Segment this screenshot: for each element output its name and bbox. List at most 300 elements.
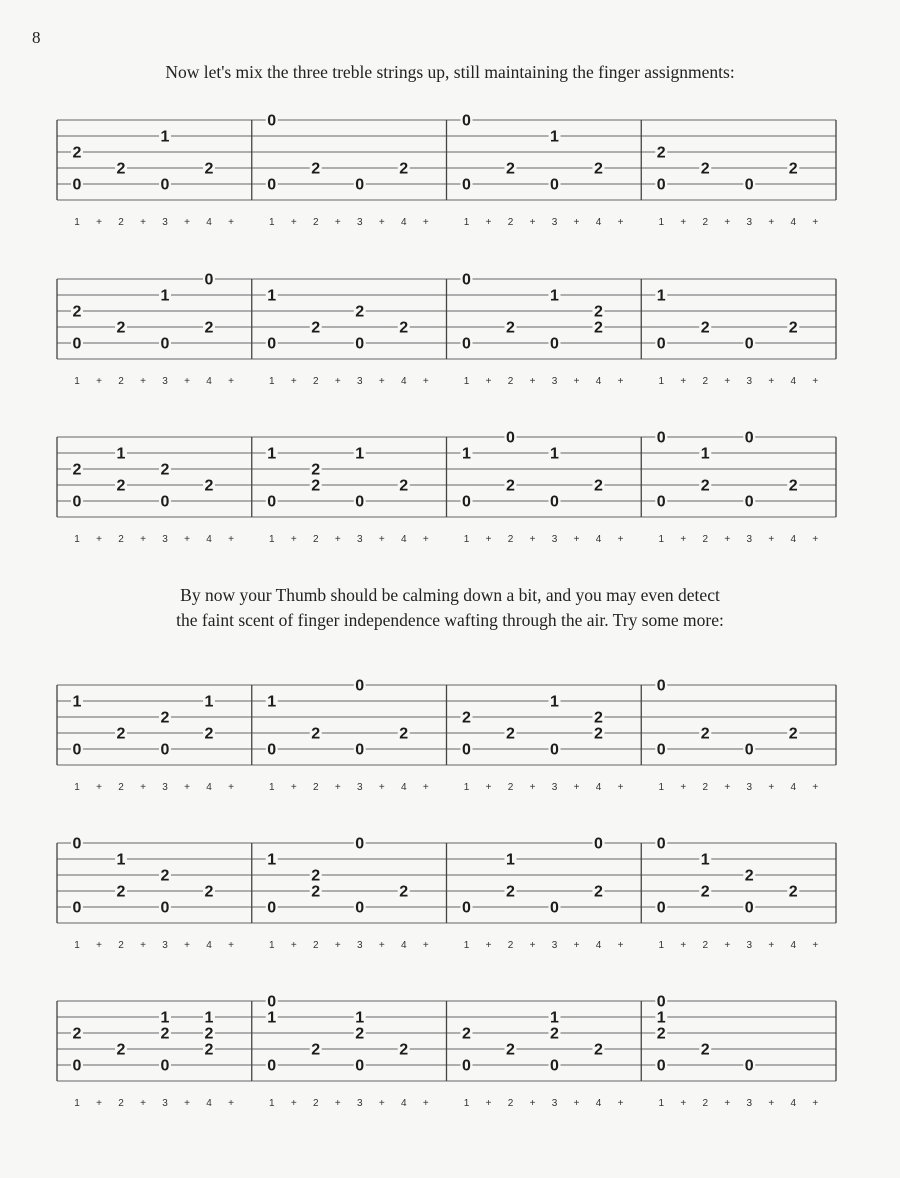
fret-number: 0 xyxy=(72,493,82,511)
beat-count-label: 1 xyxy=(74,217,80,228)
beat-count-label: + xyxy=(529,1098,536,1109)
fret-number: 0 xyxy=(550,1057,559,1075)
fret-number: 0 xyxy=(267,335,277,353)
fret-number: 0 xyxy=(267,176,277,194)
fret-number: 1 xyxy=(656,1009,666,1027)
middle-paragraph xyxy=(0,583,900,633)
beat-count-label: + xyxy=(422,217,429,228)
fret-number: 2 xyxy=(462,1025,471,1043)
beat-count-label: + xyxy=(334,534,341,545)
fret-number: 2 xyxy=(399,725,409,743)
fret-number: 1 xyxy=(160,128,170,146)
fret-number: 1 xyxy=(506,851,515,869)
beat-count-label: 4 xyxy=(206,217,212,228)
fret-number: 0 xyxy=(462,899,471,917)
beat-count-label: + xyxy=(96,376,102,387)
beat-count-label: 1 xyxy=(268,1098,275,1109)
fret-number: 1 xyxy=(550,1009,559,1027)
beat-count-label: 2 xyxy=(702,534,709,545)
beat-count-label: 1 xyxy=(463,1098,470,1109)
beat-count-label: + xyxy=(140,376,146,387)
beat-count-label: + xyxy=(812,376,819,387)
beat-count-label: + xyxy=(573,782,580,793)
beat-count-label: 2 xyxy=(507,1098,514,1109)
beat-count-label: + xyxy=(422,940,429,951)
beat-count-label: + xyxy=(768,534,775,545)
beat-count-label: 3 xyxy=(356,940,363,951)
fret-number: 0 xyxy=(656,493,666,511)
fret-number: 2 xyxy=(700,160,710,178)
fret-number: 0 xyxy=(72,899,82,917)
beat-count-label: 2 xyxy=(507,940,514,951)
beat-count-label: 4 xyxy=(790,534,797,545)
beat-count-label: 2 xyxy=(507,782,514,793)
beat-count-label: 2 xyxy=(312,534,319,545)
fret-number: 0 xyxy=(462,493,471,511)
beat-count-label: + xyxy=(334,376,341,387)
beat-count-label: 2 xyxy=(312,782,319,793)
fret-number: 2 xyxy=(594,883,603,901)
beat-count-label: + xyxy=(812,534,819,545)
fret-number: 1 xyxy=(550,128,559,146)
beat-count-label: + xyxy=(140,940,146,951)
fret-number: 0 xyxy=(72,1057,82,1075)
fret-number: 2 xyxy=(700,883,710,901)
beat-count-label: + xyxy=(617,376,624,387)
fret-number: 1 xyxy=(462,445,471,463)
fret-number: 2 xyxy=(311,725,321,743)
beat-count-label: 1 xyxy=(463,782,470,793)
beat-count-label: + xyxy=(140,534,146,545)
beat-count-label: + xyxy=(485,782,492,793)
beat-count-label: 3 xyxy=(356,1098,363,1109)
fret-number: 2 xyxy=(399,1041,409,1059)
beat-count-label: + xyxy=(334,217,341,228)
beat-count-label: + xyxy=(529,940,536,951)
fret-number: 1 xyxy=(355,445,365,463)
fret-number: 2 xyxy=(204,883,214,901)
beat-count-label: + xyxy=(768,782,775,793)
fret-number: 2 xyxy=(311,1041,321,1059)
fret-number: 2 xyxy=(116,160,126,178)
beat-count-label: + xyxy=(422,376,429,387)
beat-count-label: 3 xyxy=(162,534,168,545)
beat-count-label: 3 xyxy=(551,940,558,951)
beat-count-label: + xyxy=(228,782,234,793)
beat-count-label: + xyxy=(184,376,190,387)
tab-system-1 xyxy=(0,105,900,230)
fret-number: 2 xyxy=(355,1025,365,1043)
fret-number: 2 xyxy=(744,867,754,885)
fret-number: 0 xyxy=(656,176,666,194)
fret-number: 0 xyxy=(204,271,214,289)
fret-number: 1 xyxy=(700,851,710,869)
beat-count-label: + xyxy=(378,1098,385,1109)
beat-count-label: 4 xyxy=(400,534,407,545)
fret-number: 2 xyxy=(506,319,515,337)
fret-number: 2 xyxy=(204,1041,214,1059)
fret-number: 0 xyxy=(550,335,559,353)
beat-count-label: 2 xyxy=(118,534,124,545)
tab-system-5 xyxy=(0,828,900,953)
fret-number: 2 xyxy=(788,725,798,743)
intro-paragraph: Now let's mix the three treble strings up, still maintaining the finger assignments: xyxy=(165,62,735,82)
fret-number: 2 xyxy=(204,477,214,495)
fret-number: 2 xyxy=(72,144,82,162)
beat-count-label: + xyxy=(334,940,341,951)
fret-number: 2 xyxy=(116,725,126,743)
beat-count-label: 4 xyxy=(595,376,602,387)
beat-count-label: 1 xyxy=(268,217,275,228)
fret-number: 0 xyxy=(656,899,666,917)
fret-number: 2 xyxy=(116,477,126,495)
beat-count-label: + xyxy=(485,940,492,951)
fret-number: 0 xyxy=(355,335,365,353)
fret-number: 0 xyxy=(462,1057,471,1075)
beat-count-label: 1 xyxy=(658,782,665,793)
beat-count-label: 4 xyxy=(790,940,797,951)
beat-count-label: 1 xyxy=(463,940,470,951)
fret-number: 0 xyxy=(744,335,754,353)
beat-count-label: + xyxy=(768,376,775,387)
beat-count-label: 2 xyxy=(118,376,124,387)
fret-number: 2 xyxy=(506,1041,515,1059)
fret-number: 2 xyxy=(594,160,603,178)
beat-count-label: 4 xyxy=(400,782,407,793)
fret-number: 2 xyxy=(204,160,214,178)
beat-count-label: 4 xyxy=(595,1098,602,1109)
fret-number: 0 xyxy=(267,899,277,917)
beat-count-label: 3 xyxy=(551,534,558,545)
fret-number: 0 xyxy=(744,1057,754,1075)
beat-count-label: 1 xyxy=(463,534,470,545)
beat-count-label: + xyxy=(140,217,146,228)
fret-number: 0 xyxy=(160,1057,170,1075)
beat-count-label: 2 xyxy=(118,217,124,228)
beat-count-label: + xyxy=(680,940,687,951)
beat-count-label: 1 xyxy=(74,376,80,387)
fret-number: 0 xyxy=(160,335,170,353)
fret-number: 2 xyxy=(160,1025,170,1043)
beat-count-label: 1 xyxy=(658,376,665,387)
fret-number: 0 xyxy=(744,493,754,511)
beat-count-label: 2 xyxy=(702,782,709,793)
beat-count-label: 4 xyxy=(790,217,797,228)
fret-number: 2 xyxy=(700,319,710,337)
fret-number: 0 xyxy=(267,493,277,511)
beat-count-label: 4 xyxy=(595,534,602,545)
fret-number: 2 xyxy=(399,319,409,337)
fret-number: 0 xyxy=(744,741,754,759)
fret-number: 2 xyxy=(160,867,170,885)
beat-count-label: + xyxy=(680,782,687,793)
beat-count-label: + xyxy=(422,1098,429,1109)
fret-number: 0 xyxy=(355,741,365,759)
beat-count-label: + xyxy=(485,1098,492,1109)
beat-count-label: + xyxy=(724,782,731,793)
fret-number: 1 xyxy=(700,445,710,463)
fret-number: 2 xyxy=(311,883,321,901)
beat-count-label: 4 xyxy=(206,1098,212,1109)
fret-number: 0 xyxy=(550,741,559,759)
beat-count-label: 4 xyxy=(790,376,797,387)
beat-count-label: + xyxy=(485,534,492,545)
beat-count-label: 1 xyxy=(463,217,470,228)
fret-number: 0 xyxy=(160,741,170,759)
beat-count-label: + xyxy=(812,1098,819,1109)
beat-count-label: + xyxy=(529,782,536,793)
fret-number: 1 xyxy=(160,287,170,305)
beat-count-label: + xyxy=(96,782,102,793)
beat-count-label: + xyxy=(485,217,492,228)
beat-count-label: + xyxy=(378,534,385,545)
fret-number: 0 xyxy=(160,176,170,194)
tab-system-3 xyxy=(0,422,900,547)
beat-count-label: 2 xyxy=(702,940,709,951)
beat-count-label: 1 xyxy=(658,940,665,951)
fret-number: 0 xyxy=(267,1057,277,1075)
fret-number: 2 xyxy=(700,1041,710,1059)
fret-number: 2 xyxy=(311,319,321,337)
fret-number: 2 xyxy=(788,883,798,901)
beat-count-label: + xyxy=(617,940,624,951)
fret-number: 2 xyxy=(204,319,214,337)
beat-count-label: + xyxy=(290,940,297,951)
beat-count-label: 1 xyxy=(658,217,665,228)
beat-count-label: + xyxy=(617,782,624,793)
beat-count-label: 3 xyxy=(162,217,168,228)
beat-count-label: + xyxy=(617,217,624,228)
fret-number: 2 xyxy=(116,319,126,337)
beat-count-label: 2 xyxy=(702,376,709,387)
beat-count-label: 3 xyxy=(356,782,363,793)
fret-number: 2 xyxy=(594,319,603,337)
middle-paragraph-line-2: the faint scent of finger independence wafting through the air. Try some more: xyxy=(176,610,724,630)
fret-number: 1 xyxy=(267,445,277,463)
fret-number: 2 xyxy=(788,477,798,495)
beat-count-label: 1 xyxy=(658,534,665,545)
beat-count-label: + xyxy=(184,940,190,951)
beat-count-label: + xyxy=(724,1098,731,1109)
beat-count-label: 1 xyxy=(74,534,80,545)
beat-count-label: 1 xyxy=(268,376,275,387)
fret-number: 0 xyxy=(656,429,666,447)
fret-number: 2 xyxy=(160,461,170,479)
beat-count-label: + xyxy=(228,940,234,951)
fret-number: 1 xyxy=(267,851,277,869)
fret-number: 0 xyxy=(594,835,603,853)
fret-number: 0 xyxy=(160,899,170,917)
beat-count-label: 4 xyxy=(206,534,212,545)
beat-count-label: + xyxy=(573,1098,580,1109)
fret-number: 0 xyxy=(267,112,277,130)
middle-paragraph-line-1: By now your Thumb should be calming down a bit, and you may even detect xyxy=(180,585,720,605)
beat-count-label: + xyxy=(529,534,536,545)
beat-count-label: + xyxy=(228,217,234,228)
beat-count-label: + xyxy=(724,534,731,545)
fret-number: 0 xyxy=(160,493,170,511)
fret-number: 0 xyxy=(72,176,82,194)
beat-count-label: 3 xyxy=(356,534,363,545)
fret-number: 1 xyxy=(267,693,277,711)
fret-number: 0 xyxy=(744,176,754,194)
fret-number: 0 xyxy=(72,741,82,759)
fret-number: 2 xyxy=(594,477,603,495)
fret-number: 0 xyxy=(656,993,666,1011)
beat-count-label: + xyxy=(290,376,297,387)
beat-count-label: 2 xyxy=(312,376,319,387)
beat-count-label: 1 xyxy=(74,782,80,793)
fret-number: 2 xyxy=(594,725,603,743)
beat-count-label: + xyxy=(184,782,190,793)
beat-count-label: 3 xyxy=(162,782,168,793)
fret-number: 2 xyxy=(594,1041,603,1059)
fret-number: 0 xyxy=(656,1057,666,1075)
beat-count-label: + xyxy=(96,217,102,228)
fret-number: 2 xyxy=(204,725,214,743)
beat-count-label: 3 xyxy=(746,217,753,228)
beat-count-label: + xyxy=(724,376,731,387)
beat-count-label: + xyxy=(485,376,492,387)
beat-count-label: 3 xyxy=(162,1098,168,1109)
tab-system-6 xyxy=(0,986,900,1111)
fret-number: 0 xyxy=(72,335,82,353)
fret-number: 0 xyxy=(355,835,365,853)
fret-number: 2 xyxy=(700,725,710,743)
beat-count-label: 4 xyxy=(790,1098,797,1109)
fret-number: 2 xyxy=(506,725,515,743)
beat-count-label: 1 xyxy=(268,940,275,951)
fret-number: 0 xyxy=(744,899,754,917)
beat-count-label: + xyxy=(422,782,429,793)
beat-count-label: 4 xyxy=(206,940,212,951)
beat-count-label: 3 xyxy=(746,376,753,387)
beat-count-label: 3 xyxy=(746,534,753,545)
beat-count-label: + xyxy=(617,1098,624,1109)
beat-count-label: 4 xyxy=(595,782,602,793)
fret-number: 2 xyxy=(116,1041,126,1059)
fret-number: 2 xyxy=(462,709,471,727)
fret-number: 0 xyxy=(462,112,471,130)
beat-count-label: + xyxy=(724,940,731,951)
beat-count-label: 1 xyxy=(658,1098,665,1109)
fret-number: 0 xyxy=(550,176,559,194)
fret-number: 2 xyxy=(656,144,666,162)
fret-number: 0 xyxy=(656,677,666,695)
fret-number: 2 xyxy=(788,160,798,178)
fret-number: 2 xyxy=(311,461,321,479)
fret-number: 0 xyxy=(355,176,365,194)
fret-number: 0 xyxy=(744,429,754,447)
beat-count-label: + xyxy=(290,534,297,545)
beat-count-label: + xyxy=(334,782,341,793)
fret-number: 2 xyxy=(506,477,515,495)
beat-count-label: + xyxy=(140,1098,146,1109)
fret-number: 0 xyxy=(550,493,559,511)
beat-count-label: 2 xyxy=(702,1098,709,1109)
fret-number: 0 xyxy=(550,899,559,917)
beat-count-label: + xyxy=(680,376,687,387)
beat-count-label: 1 xyxy=(268,782,275,793)
beat-count-label: + xyxy=(184,534,190,545)
beat-count-label: 4 xyxy=(400,1098,407,1109)
tab-system-4 xyxy=(0,670,900,795)
beat-count-label: 3 xyxy=(746,940,753,951)
beat-count-label: 2 xyxy=(702,217,709,228)
beat-count-label: + xyxy=(529,376,536,387)
fret-number: 0 xyxy=(506,429,515,447)
beat-count-label: + xyxy=(290,782,297,793)
fret-number: 2 xyxy=(399,883,409,901)
beat-count-label: 3 xyxy=(551,376,558,387)
beat-count-label: + xyxy=(573,217,580,228)
beat-count-label: 2 xyxy=(312,940,319,951)
fret-number: 1 xyxy=(204,693,214,711)
fret-number: 1 xyxy=(72,693,82,711)
beat-count-label: + xyxy=(573,376,580,387)
beat-count-label: + xyxy=(184,217,190,228)
beat-count-label: + xyxy=(96,940,102,951)
fret-number: 2 xyxy=(204,1025,214,1043)
beat-count-label: 3 xyxy=(356,376,363,387)
beat-count-label: + xyxy=(573,940,580,951)
beat-count-label: + xyxy=(812,940,819,951)
beat-count-label: + xyxy=(768,1098,775,1109)
beat-count-label: 4 xyxy=(206,782,212,793)
beat-count-label: 3 xyxy=(746,782,753,793)
fret-number: 2 xyxy=(116,883,126,901)
page-number: 8 xyxy=(32,28,41,47)
fret-number: 1 xyxy=(267,287,277,305)
beat-count-label: 1 xyxy=(74,940,80,951)
beat-count-label: + xyxy=(378,217,385,228)
fret-number: 1 xyxy=(355,1009,365,1027)
beat-count-label: 4 xyxy=(400,940,407,951)
fret-number: 1 xyxy=(160,1009,170,1027)
fret-number: 1 xyxy=(267,1009,277,1027)
beat-count-label: + xyxy=(378,376,385,387)
fret-number: 2 xyxy=(656,1025,666,1043)
beat-count-label: 2 xyxy=(312,217,319,228)
beat-count-label: 1 xyxy=(268,534,275,545)
beat-count-label: + xyxy=(680,1098,687,1109)
fret-number: 0 xyxy=(462,271,471,289)
beat-count-label: + xyxy=(290,1098,297,1109)
beat-count-label: + xyxy=(617,534,624,545)
beat-count-label: + xyxy=(768,217,775,228)
fret-number: 1 xyxy=(550,693,559,711)
fret-number: 2 xyxy=(72,303,82,321)
beat-count-label: + xyxy=(96,1098,102,1109)
beat-count-label: 3 xyxy=(162,376,168,387)
beat-count-label: + xyxy=(768,940,775,951)
beat-count-label: + xyxy=(812,217,819,228)
fret-number: 2 xyxy=(311,867,321,885)
beat-count-label: 2 xyxy=(312,1098,319,1109)
beat-count-label: 4 xyxy=(790,782,797,793)
fret-number: 1 xyxy=(204,1009,214,1027)
beat-count-label: + xyxy=(680,217,687,228)
fret-number: 2 xyxy=(550,1025,559,1043)
beat-count-label: + xyxy=(334,1098,341,1109)
fret-number: 2 xyxy=(72,1025,82,1043)
beat-count-label: + xyxy=(724,217,731,228)
fret-number: 0 xyxy=(462,335,471,353)
beat-count-label: + xyxy=(140,782,146,793)
beat-count-label: + xyxy=(184,1098,190,1109)
fret-number: 2 xyxy=(399,160,409,178)
fret-number: 0 xyxy=(656,335,666,353)
